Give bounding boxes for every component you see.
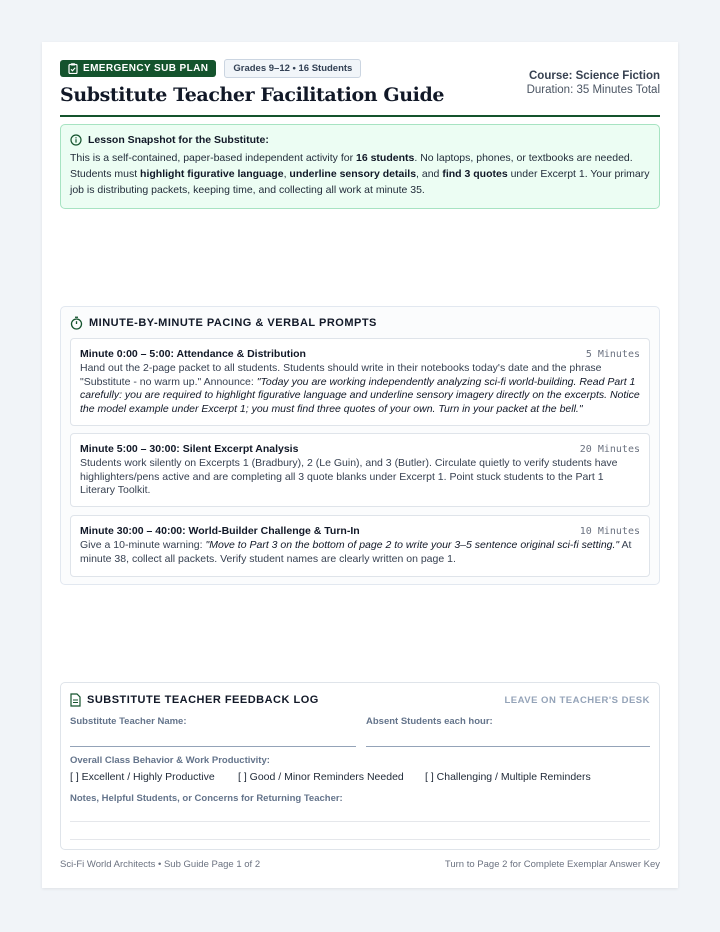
- snapshot-text: ,: [283, 168, 290, 180]
- pacing-heading: [70, 316, 377, 330]
- sub-name-field[interactable]: [70, 746, 356, 747]
- feedback-heading-label: SUBSTITUTE TEACHER FEEDBACK LOG: [87, 694, 319, 706]
- step-title: Minute 30:00 – 40:00: World-Builder Challenge & Turn-In: [80, 525, 360, 537]
- step-quote: "Today you are working independently analyzing sci-fi world-building. Read Part 1 carefully: you are required to highlight figurative language and underline sensory imagery directly on the excerpts. Notice the model example under Excerpt 1; you must find three quotes of your own. Turn in your packet at the bell.": [80, 375, 640, 415]
- step-title: Minute 5:00 – 30:00: Silent Excerpt Analysis: [80, 443, 299, 455]
- step-title: Minute 0:00 – 5:00: Attendance & Distribution: [80, 348, 306, 360]
- snapshot-emphasis: find 3 quotes: [442, 168, 508, 180]
- desk-note: LEAVE ON TEACHER'S DESK: [504, 695, 650, 706]
- behavior-option-challenging[interactable]: [ ] Challenging / Multiple Reminders: [425, 771, 591, 783]
- grade-badge: Grades 9–12 • 16 Students: [224, 59, 361, 78]
- pacing-step-3: [70, 515, 650, 577]
- snapshot-heading: Lesson Snapshot for the Substitute:: [88, 134, 269, 146]
- document-icon: [70, 693, 81, 707]
- duration-label: Duration: 35 Minutes Total: [526, 84, 660, 96]
- snapshot-emphasis: underline sensory details: [289, 168, 417, 180]
- behavior-label: Overall Class Behavior & Work Productivity:: [70, 755, 270, 766]
- step-duration: 20 Minutes: [579, 443, 640, 455]
- feedback-heading: [70, 693, 319, 707]
- sub-plan-page: [42, 42, 678, 888]
- header-divider: [60, 115, 660, 117]
- pacing-section: [60, 306, 660, 585]
- info-icon: [70, 134, 82, 146]
- sub-name-label: Substitute Teacher Name:: [70, 716, 187, 727]
- snapshot-body: [70, 150, 650, 198]
- absent-label: Absent Students each hour:: [366, 716, 493, 727]
- step-duration: 10 Minutes: [579, 525, 640, 537]
- step-text: [80, 539, 640, 566]
- snapshot-emphasis: highlight figurative language: [140, 168, 284, 180]
- snapshot-text: under Excerpt 1. Your primary job is distributing packets, keeping time, and collecting all work at minute 35.: [70, 168, 650, 196]
- notes-line[interactable]: [70, 839, 650, 840]
- snapshot-text: . No laptops, phones, or textbooks are needed. Students must: [70, 152, 633, 180]
- footer-left: Sci-Fi World Architects • Sub Guide Page 1 of 2: [60, 859, 261, 870]
- behavior-option-excellent[interactable]: [ ] Excellent / Highly Productive: [70, 771, 215, 783]
- step-instruction-after: At minute 38, collect all packets. Verify student names are clearly written on page 1.: [80, 539, 632, 565]
- behavior-option-good[interactable]: [ ] Good / Minor Reminders Needed: [238, 771, 404, 783]
- snapshot-emphasis: 16 students: [356, 152, 415, 164]
- pacing-step-1: [70, 338, 650, 426]
- step-text: [80, 457, 640, 498]
- step-instruction: Hand out the 2-page packet to all students. Students should write in their notebooks today's date and the phrase "Substitute - no warm up." Announce:: [80, 362, 602, 388]
- header-badges: [60, 60, 361, 78]
- step-instruction: Students work silently on Excerpts 1 (Bradbury), 2 (Le Guin), and 3 (Butler). Circulate quietly to verify students have highlighters/pens active and are completing all 3 quote blanks under Excerpt 1. Point stuck students to the Part 1 Literary Toolkit.: [80, 457, 618, 496]
- lesson-snapshot: [60, 124, 660, 209]
- snapshot-text: This is a self-contained, paper-based independent activity for: [70, 152, 356, 164]
- notes-label: Notes, Helpful Students, or Concerns for Returning Teacher:: [70, 793, 343, 804]
- step-text: [80, 362, 640, 416]
- emergency-badge: [60, 60, 216, 77]
- page-title: Substitute Teacher Facilitation Guide: [60, 84, 445, 106]
- footer-right: Turn to Page 2 for Complete Exemplar Answer Key: [444, 859, 660, 870]
- pacing-step-2: [70, 433, 650, 507]
- emergency-badge-label: EMERGENCY SUB PLAN: [83, 63, 209, 74]
- pacing-heading-label: MINUTE-BY-MINUTE PACING & VERBAL PROMPTS: [89, 317, 377, 329]
- course-label: Course: Science Fiction: [528, 70, 660, 82]
- absent-field[interactable]: [366, 746, 650, 747]
- stopwatch-icon: [70, 316, 83, 330]
- notes-line[interactable]: [70, 821, 650, 822]
- snapshot-text: , and: [416, 168, 443, 180]
- clipboard-icon: [68, 63, 78, 74]
- step-instruction: Give a 10-minute warning:: [80, 539, 206, 551]
- step-duration: 5 Minutes: [585, 348, 640, 360]
- feedback-log: [60, 682, 660, 850]
- step-quote: "Move to Part 3 on the bottom of page 2 to write your 3–5 sentence original sci-fi setting.": [205, 539, 620, 551]
